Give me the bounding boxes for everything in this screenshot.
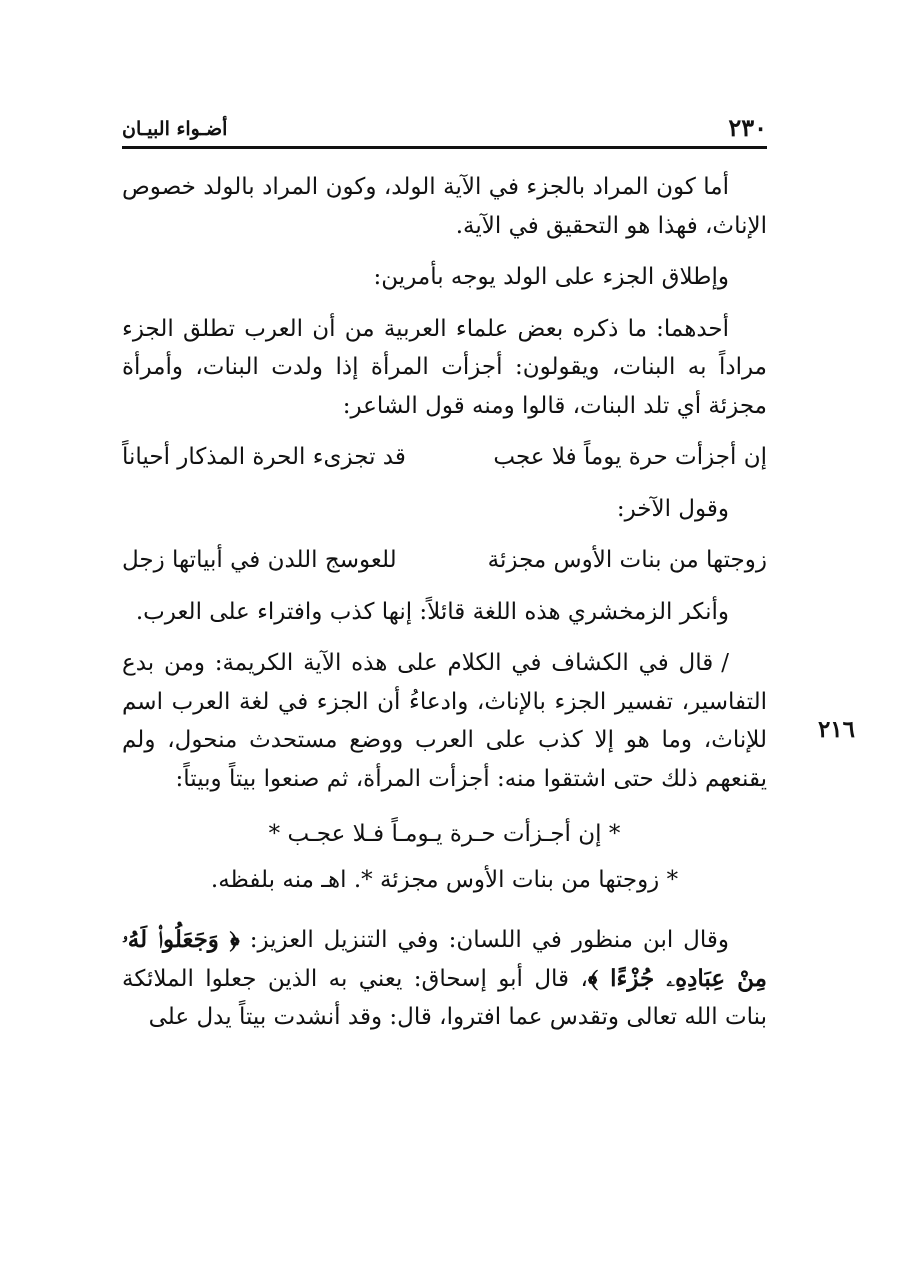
verse-2 [122, 541, 767, 580]
paragraph-6 [122, 644, 767, 798]
paragraph-3: أحدهما: ما ذكره بعض علماء العربية من أن العرب تطلق الجزء مراداً به البنات، ويقولون: أجزأت المرأة إذا ولدت البنات، وأمرأة مجزئة أي تلد البنات، قالوا ومنه قول الشاعر: [122, 315, 767, 419]
paragraph-1: أما كون المراد بالجزء في الآية الولد، وكون المراد بالولد خصوص الإناث، فهذا هو التحقيق في الآية. [122, 174, 767, 239]
quoted-verses [122, 811, 767, 903]
margin-page-reference: ٢١٦ [817, 716, 855, 743]
verse-1 [122, 438, 767, 477]
verse-2-first-hemistich: زوجتها من بنات الأوس مجزئة [487, 547, 767, 573]
paragraph-7 [122, 921, 767, 1037]
quoted-verse-1: * إن أجـزأت حـرة يـومـاً فـلا عجـب * [268, 821, 621, 847]
page-break-marker: / [721, 650, 729, 676]
verse-1-second-hemistich: قد تجزىء الحرة المذكار أحياناً [122, 444, 406, 470]
paragraph-5: وأنكر الزمخشري هذه اللغة قائلاً: إنها كذب وافتراء على العرب. [135, 598, 729, 625]
running-title: أضـواء البيـان [122, 118, 228, 140]
verse-2-second-hemistich: للعوسج اللدن في أبياتها زجل [122, 547, 397, 573]
paragraph-2: وإطلاق الجزء على الولد يوجه بأمرين: [373, 264, 729, 290]
quran-verse: ﴿ وَجَعَلُوا۟ لَهُۥ مِنْ عِبَادِهِۦ جُزْءًا ﴾ [122, 926, 767, 992]
paragraph-7-intro: وقال ابن منظور في اللسان: وفي التنزيل العزيز: [249, 927, 729, 953]
page-header [122, 110, 767, 149]
paragraph-4: وقول الآخر: [616, 495, 729, 522]
paragraph-6-text: قال في الكشاف في الكلام على هذه الآية الكريمة: ومن بدع التفاسير، تفسير الجزء بالإناث، وادعاءُ أن الجزء في لغة العرب اسم للإناث، وما هو إلا كذب على العرب ووضع مستحدث منحول، ولم يقنعهم ذلك حتى اشتقوا منه: أجزأت المرأة، ثم صنعوا بيتاً وبيتاً: [122, 650, 767, 792]
paragraph-7-continuation: ، قال أبو إسحاق: يعني به الذين جعلوا الملائكة بنات الله تعالى وتقدس عما افتروا، قال: وقد أنشدت بيتاً يدل على [122, 965, 767, 1030]
quoted-verse-2: * زوجتها من بنات الأوس مجزئة *. اهـ منه بلفظه. [210, 867, 679, 893]
verse-1-first-hemistich: إن أجزأت حرة يوماً فلا عجب [493, 444, 767, 470]
page-number: ٢٣٠ [728, 113, 767, 142]
page-body [122, 168, 767, 1050]
